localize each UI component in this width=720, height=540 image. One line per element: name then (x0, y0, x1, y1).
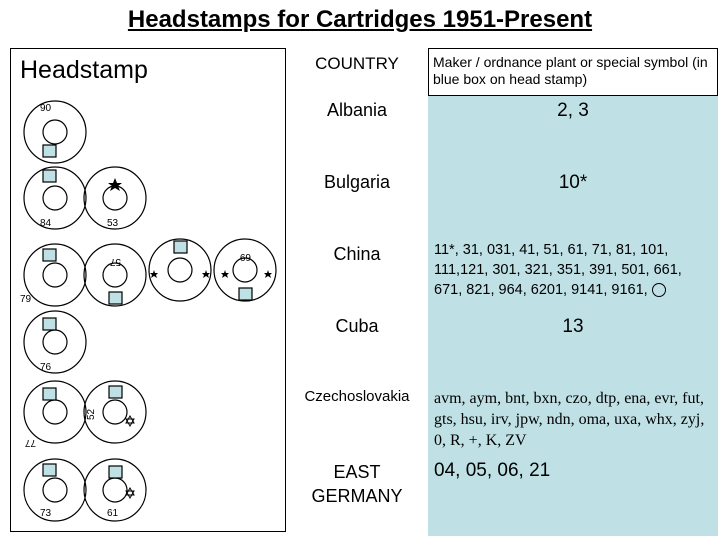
maker-cell: 13 (428, 312, 718, 384)
hs-label-53: 53 (107, 218, 119, 229)
country-cell: EAST GERMANY (311, 462, 403, 506)
country-cell: Cuba (335, 316, 379, 336)
page-title: Headstamps for Cartridges 1951-Present (127, 6, 593, 33)
column-header-country: COUNTRY (315, 54, 399, 73)
hs-label-52: 52 (86, 408, 97, 420)
hs-label-61: 61 (107, 508, 119, 519)
star-of-david-icons (126, 416, 134, 498)
hs-label-69: 69 (239, 251, 251, 262)
maker-cell (428, 240, 718, 312)
circled-symbol-icon (652, 283, 666, 297)
star-icon (264, 270, 272, 278)
headstamp-eastgermany-1 (24, 459, 86, 521)
star-icon (221, 270, 229, 278)
hs-label-76: 76 (40, 362, 52, 373)
country-cell: Czechoslovakia (304, 388, 410, 405)
star-icon (202, 270, 210, 278)
star-icon (150, 270, 158, 278)
maker-cell: 04, 05, 06, 21 (428, 456, 718, 536)
maker-cell: 10* (428, 168, 718, 240)
headstamp-czech-1 (24, 381, 86, 443)
hs-label-73: 73 (40, 508, 52, 519)
hs-label-57: 57 (109, 256, 121, 267)
maker-text: 11*, 31, 031, 41, 51, 61, 71, 81, 101, 111,121, 301, 321, 351, 391, 501, 661, 671, 821, 964, 6201, 9141, 9161, (434, 242, 682, 298)
country-cell: Bulgaria (323, 172, 391, 192)
headstamp-china-2 (84, 244, 146, 306)
headstamp-china-4 (214, 239, 276, 301)
headstamp-drawings (10, 48, 286, 532)
hs-label-90: 90 (40, 103, 52, 114)
country-cell: Albania (326, 100, 388, 120)
column-header-maker: Maker / ordnance plant or special symbol (in blue box on head stamp) (428, 48, 718, 96)
maker-cell: avm, aym, bnt, bxn, czo, dtp, ena, evr, fut, gts, hsu, irv, jpw, ndn, oma, uxa, whx, zyj, 0, R, +, K, ZV (428, 384, 718, 456)
star-icon (108, 178, 122, 191)
headstamp-cuba (24, 311, 86, 373)
maker-cell: 2, 3 (428, 96, 718, 168)
headstamp-panel-label: Headstamp (20, 56, 148, 84)
headstamp-china-3 (149, 239, 211, 301)
headstamp-bulgaria-1 (24, 167, 86, 229)
hs-label-84: 84 (40, 218, 52, 229)
headstamp-table (288, 48, 718, 536)
hs-label-79: 79 (20, 294, 32, 305)
headstamp-albania (24, 101, 86, 163)
star-of-david-icon (126, 416, 134, 426)
country-cell: China (333, 244, 381, 264)
headstamp-china-1 (24, 244, 86, 306)
hs-label-77: 77 (24, 437, 36, 448)
